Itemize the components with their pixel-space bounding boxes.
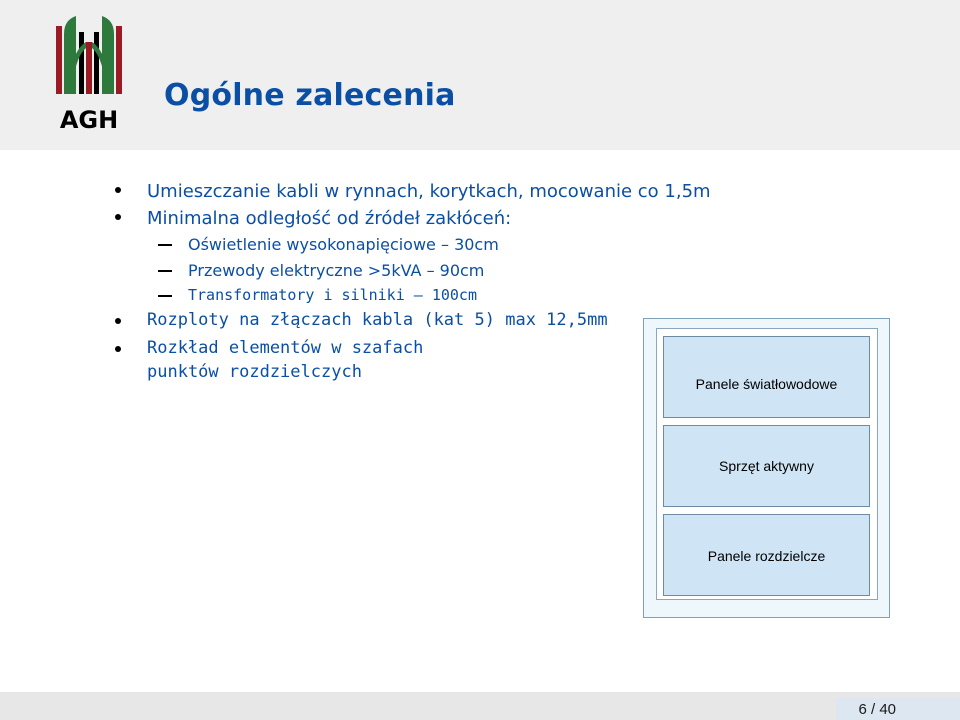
panel-patch: Panele rozdzielcze (663, 514, 870, 596)
sub-bullet-dash (158, 244, 172, 246)
sub-bullet-dash (158, 295, 172, 297)
bullet-dot (115, 187, 121, 193)
slide-footer (0, 692, 960, 720)
page-number-box (836, 698, 960, 720)
sub-bullet-item: Transformatory i silniki – 100cm (188, 286, 477, 304)
bullet-item: Umieszczanie kabli w rynnach, korytkach, mocowanie co 1,5m (147, 181, 711, 202)
bullet-item: Rozkład elementów w szafach (147, 338, 424, 358)
bullet-item: Minimalna odległość od źródeł zakłóceń: (147, 208, 512, 229)
page-total: 40 (879, 701, 896, 718)
page-separator: / (870, 701, 876, 718)
agh-logo (50, 12, 128, 137)
slide-header (0, 0, 960, 150)
sub-bullet-item: Oświetlenie wysokonapięciowe – 30cm (188, 235, 499, 254)
sub-bullet-item: Przewody elektryczne >5kVA – 90cm (188, 261, 485, 280)
panel-active-equipment: Sprzęt aktywny (663, 425, 870, 507)
bullet-item-continued: punktów rozdzielczych (147, 362, 362, 382)
page-number (858, 701, 896, 718)
sub-bullet-dash (158, 270, 172, 272)
bullet-dot (115, 318, 121, 324)
bullet-dot (115, 346, 121, 352)
page-current: 6 (858, 701, 867, 718)
panel-fiber: Panele światłowodowe (663, 336, 870, 418)
slide-title: Ogólne zalecenia (164, 78, 456, 113)
bullet-dot (115, 214, 121, 220)
bullet-item: Rozploty na złączach kabla (kat 5) max 12,5mm (147, 310, 608, 330)
logo-text: AGH (59, 106, 119, 134)
